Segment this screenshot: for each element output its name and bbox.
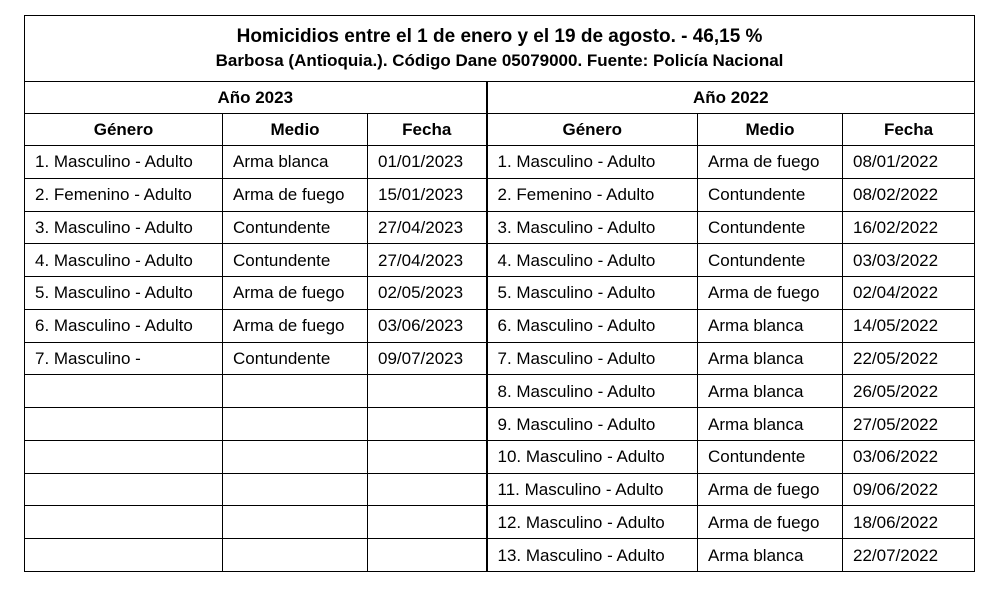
- medio-2022-cell: Arma de fuego: [698, 146, 843, 179]
- medio-2023-cell: [223, 473, 368, 506]
- medio-2023-cell: Contundente: [223, 211, 368, 244]
- genero-2022-cell: 4. Masculino - Adulto: [487, 244, 698, 277]
- table-row: [25, 178, 975, 211]
- year-2022-header: Año 2022: [487, 81, 975, 113]
- medio-2023-cell: Arma de fuego: [223, 178, 368, 211]
- genero-2023-cell: 4. Masculino - Adulto: [25, 244, 223, 277]
- fecha-2022-cell: 09/06/2022: [843, 473, 975, 506]
- medio-2023-cell: Arma blanca: [223, 146, 368, 179]
- fecha-2023-cell: 27/04/2023: [368, 211, 487, 244]
- medio-2022-cell: Arma de fuego: [698, 277, 843, 310]
- fecha-2022-cell: 27/05/2022: [843, 408, 975, 441]
- table-row: [25, 211, 975, 244]
- genero-2023-cell: [25, 440, 223, 473]
- fecha-2023-cell: 02/05/2023: [368, 277, 487, 310]
- fecha-2022-cell: 08/01/2022: [843, 146, 975, 179]
- table-row: [25, 440, 975, 473]
- medio-2023-cell: Arma de fuego: [223, 309, 368, 342]
- fecha-2023-cell: 15/01/2023: [368, 178, 487, 211]
- genero-2022-cell: 3. Masculino - Adulto: [487, 211, 698, 244]
- fecha-2023-cell: 27/04/2023: [368, 244, 487, 277]
- fecha-2023-cell: [368, 440, 487, 473]
- fecha-2023-cell: [368, 473, 487, 506]
- col-header-fecha-2022: Fecha: [843, 113, 975, 145]
- medio-2022-cell: Contundente: [698, 440, 843, 473]
- genero-2022-cell: 11. Masculino - Adulto: [487, 473, 698, 506]
- fecha-2022-cell: 03/06/2022: [843, 440, 975, 473]
- fecha-2022-cell: 02/04/2022: [843, 277, 975, 310]
- medio-2023-cell: [223, 408, 368, 441]
- fecha-2023-cell: [368, 375, 487, 408]
- col-header-fecha-2023: Fecha: [368, 113, 487, 145]
- genero-2023-cell: 5. Masculino - Adulto: [25, 277, 223, 310]
- fecha-2022-cell: 16/02/2022: [843, 211, 975, 244]
- col-header-genero-2022: Género: [487, 113, 698, 145]
- genero-2023-cell: [25, 473, 223, 506]
- genero-2023-cell: 3. Masculino - Adulto: [25, 211, 223, 244]
- medio-2022-cell: Arma blanca: [698, 309, 843, 342]
- medio-2022-cell: Contundente: [698, 244, 843, 277]
- fecha-2023-cell: [368, 539, 487, 572]
- medio-2023-cell: [223, 506, 368, 539]
- genero-2023-cell: 6. Masculino - Adulto: [25, 309, 223, 342]
- genero-2022-cell: 1. Masculino - Adulto: [487, 146, 698, 179]
- genero-2023-cell: 7. Masculino -: [25, 342, 223, 375]
- fecha-2022-cell: 03/03/2022: [843, 244, 975, 277]
- table-row: [25, 342, 975, 375]
- fecha-2022-cell: 26/05/2022: [843, 375, 975, 408]
- table-row: [25, 408, 975, 441]
- fecha-2022-cell: 14/05/2022: [843, 309, 975, 342]
- genero-2022-cell: 6. Masculino - Adulto: [487, 309, 698, 342]
- medio-2023-cell: Arma de fuego: [223, 277, 368, 310]
- table-row: [25, 375, 975, 408]
- fecha-2023-cell: 01/01/2023: [368, 146, 487, 179]
- genero-2022-cell: 7. Masculino - Adulto: [487, 342, 698, 375]
- medio-2022-cell: Arma blanca: [698, 375, 843, 408]
- medio-2022-cell: Contundente: [698, 211, 843, 244]
- fecha-2022-cell: 22/07/2022: [843, 539, 975, 572]
- fecha-2022-cell: 08/02/2022: [843, 178, 975, 211]
- genero-2022-cell: 2. Femenino - Adulto: [487, 178, 698, 211]
- table-row: [25, 506, 975, 539]
- medio-2022-cell: Arma de fuego: [698, 473, 843, 506]
- table-subtitle: Barbosa (Antioquia.). Código Dane 05079000. Fuente: Policía Nacional: [215, 51, 784, 71]
- medio-2023-cell: [223, 539, 368, 572]
- genero-2023-cell: 1. Masculino - Adulto: [25, 146, 223, 179]
- medio-2022-cell: Contundente: [698, 178, 843, 211]
- homicides-table: [24, 15, 975, 572]
- medio-2022-cell: Arma blanca: [698, 539, 843, 572]
- fecha-2023-cell: 03/06/2023: [368, 309, 487, 342]
- genero-2022-cell: 12. Masculino - Adulto: [487, 506, 698, 539]
- genero-2022-cell: 10. Masculino - Adulto: [487, 440, 698, 473]
- medio-2022-cell: Arma blanca: [698, 408, 843, 441]
- medio-2022-cell: Arma de fuego: [698, 506, 843, 539]
- medio-2022-cell: Arma blanca: [698, 342, 843, 375]
- year-2023-header: Año 2023: [25, 81, 487, 113]
- fecha-2023-cell: 09/07/2023: [368, 342, 487, 375]
- table-row: [25, 146, 975, 179]
- medio-2023-cell: [223, 440, 368, 473]
- table-row: [25, 309, 975, 342]
- col-header-medio-2023: Medio: [223, 113, 368, 145]
- table-row: [25, 277, 975, 310]
- fecha-2022-cell: 18/06/2022: [843, 506, 975, 539]
- medio-2023-cell: Contundente: [223, 342, 368, 375]
- table-title-cell: [25, 16, 975, 82]
- genero-2022-cell: 8. Masculino - Adulto: [487, 375, 698, 408]
- genero-2022-cell: 5. Masculino - Adulto: [487, 277, 698, 310]
- table-body: [25, 146, 975, 572]
- col-header-genero-2023: Género: [25, 113, 223, 145]
- table-row: [25, 244, 975, 277]
- fecha-2023-cell: [368, 506, 487, 539]
- genero-2022-cell: 9. Masculino - Adulto: [487, 408, 698, 441]
- genero-2023-cell: [25, 539, 223, 572]
- genero-2022-cell: 13. Masculino - Adulto: [487, 539, 698, 572]
- genero-2023-cell: 2. Femenino - Adulto: [25, 178, 223, 211]
- medio-2023-cell: [223, 375, 368, 408]
- fecha-2022-cell: 22/05/2022: [843, 342, 975, 375]
- fecha-2023-cell: [368, 408, 487, 441]
- table-row: [25, 473, 975, 506]
- table-row: [25, 539, 975, 572]
- col-header-medio-2022: Medio: [698, 113, 843, 145]
- genero-2023-cell: [25, 506, 223, 539]
- genero-2023-cell: [25, 375, 223, 408]
- table-title: Homicidios entre el 1 de enero y el 19 de agosto. - 46,15 %: [236, 26, 763, 48]
- medio-2023-cell: Contundente: [223, 244, 368, 277]
- genero-2023-cell: [25, 408, 223, 441]
